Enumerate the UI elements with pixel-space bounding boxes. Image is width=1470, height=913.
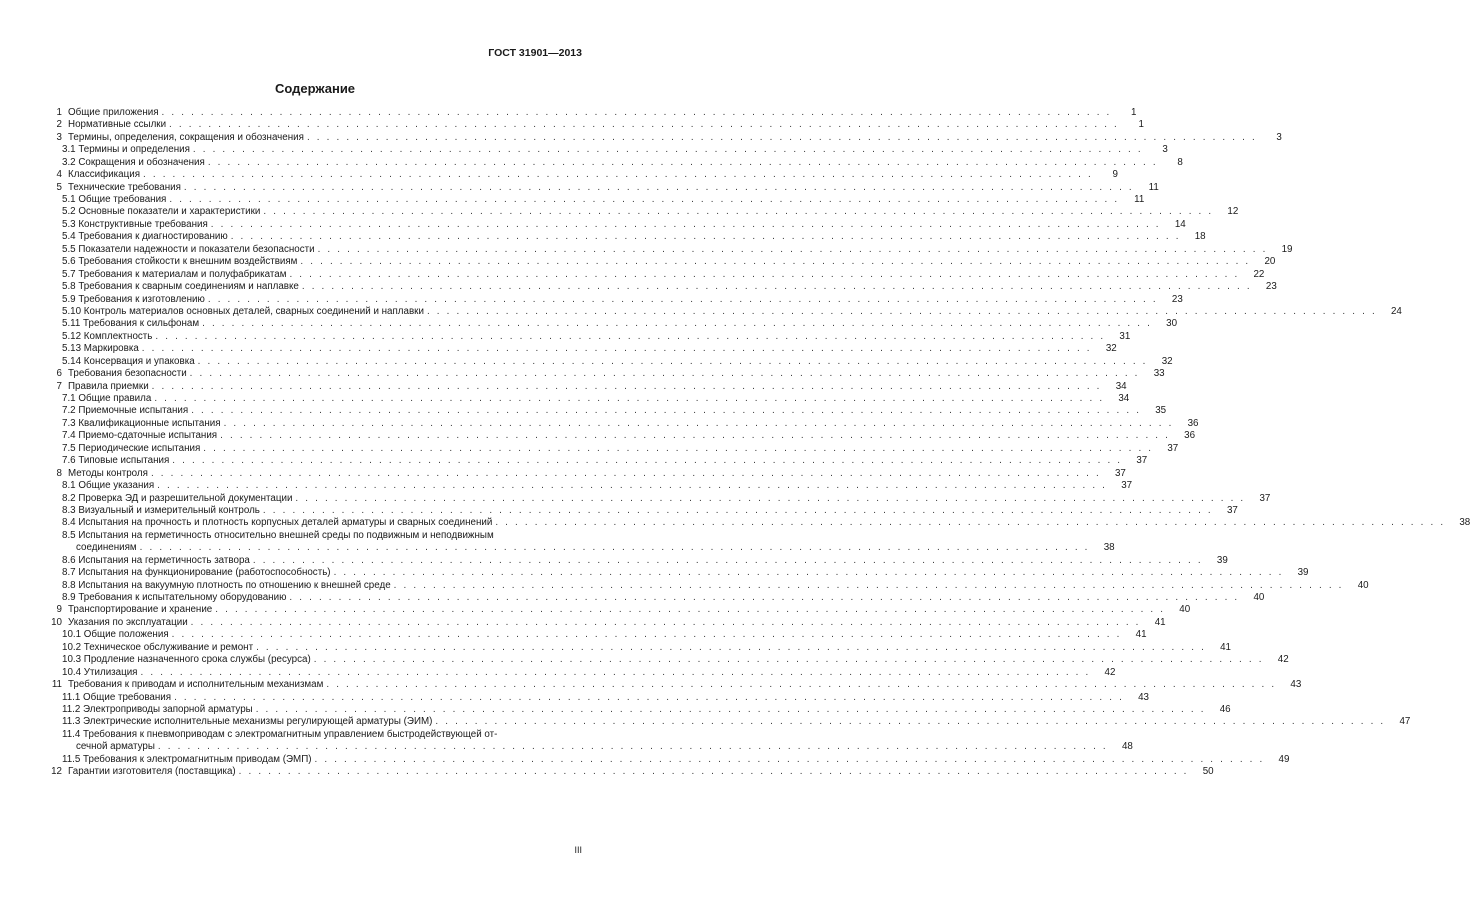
toc-entry[interactable] (48, 616, 1166, 629)
toc-entry[interactable] (48, 442, 1179, 455)
toc-entry[interactable] (48, 579, 1369, 592)
toc-entry[interactable] (48, 268, 1265, 281)
toc-entry-title: Термины, определения, сокращения и обозначения (68, 131, 304, 143)
dot-leader (202, 318, 1152, 330)
toc-entry[interactable] (48, 368, 1165, 380)
toc-entry[interactable] (48, 169, 1118, 181)
toc-entry[interactable] (48, 417, 1199, 430)
toc-entry-title: 7.6 Типовые испытания (62, 455, 170, 467)
toc-entry-number: 11 (51, 679, 62, 691)
toc-entry[interactable] (48, 703, 1231, 716)
toc-entry-title: 5.6 Требования стойкости к внешним воздействиям (62, 256, 298, 268)
dot-leader (231, 231, 1181, 243)
toc-entry[interactable] (48, 218, 1186, 231)
dot-leader (208, 157, 1158, 169)
toc-entry[interactable] (48, 728, 1133, 754)
dot-leader (154, 393, 1104, 405)
toc-entry-number: 8 (56, 467, 62, 479)
toc-entry[interactable] (48, 194, 1145, 206)
table-of-contents (48, 106, 1470, 779)
toc-entry[interactable] (48, 691, 1149, 704)
dot-leader (314, 654, 1264, 666)
page-title: Содержание (274, 81, 356, 96)
dot-leader (158, 741, 1108, 753)
dot-leader (172, 455, 1122, 467)
toc-entry-page: 24 (1390, 305, 1402, 317)
dot-leader (174, 692, 1124, 704)
toc-entry[interactable] (48, 231, 1206, 243)
toc-entry-number: 10 (51, 616, 62, 628)
toc-entry-page: 23 (1171, 293, 1183, 305)
dot-leader (435, 716, 1385, 728)
toc-entry-title: 11.3 Электрические исполнительные механизмы регулирующей арматуры (ЭИМ) (62, 716, 433, 728)
toc-entry[interactable] (48, 654, 1289, 666)
toc-entry-title: 8.6 Испытания на герметичность затвора (62, 554, 250, 566)
toc-entry-page: 37 (1136, 455, 1148, 467)
dot-leader (169, 119, 1119, 131)
dot-leader (142, 343, 1092, 355)
toc-entry-title: 8.8 Испытания на вакуумную плотность по отношению к внешней среде (62, 579, 391, 591)
dot-leader (224, 418, 1174, 430)
dot-leader (172, 629, 1122, 641)
toc-entry-page: 3 (1276, 131, 1282, 143)
toc-entry-page: 33 (1153, 368, 1165, 380)
toc-entry-title: 5.2 Основные показатели и характеристики (62, 206, 261, 218)
toc-entry-title: 8.7 Испытания на функционирование (работоспособность) (62, 567, 331, 579)
toc-entry-page: 35 (1155, 405, 1167, 417)
toc-entry-title: 7.4 Приемо-сдаточные испытания (62, 430, 218, 442)
toc-entry[interactable] (48, 256, 1276, 268)
dot-leader (151, 468, 1101, 480)
dot-leader (315, 754, 1265, 766)
toc-entry-page: 1 (1138, 119, 1144, 131)
dot-leader (302, 281, 1252, 293)
toc-entry[interactable] (48, 243, 1293, 256)
dot-leader (239, 766, 1189, 778)
toc-entry-page: 39 (1297, 567, 1309, 579)
toc-entry-page: 14 (1174, 218, 1186, 230)
toc-entry[interactable] (48, 131, 1282, 144)
toc-entry-page: 40 (1179, 604, 1191, 616)
toc-entry-title: Методы контроля (68, 467, 148, 479)
toc-entry-title: Нормативные ссылки (68, 119, 167, 131)
toc-entry[interactable] (48, 281, 1277, 293)
toc-entry-number: 1 (56, 106, 62, 118)
toc-entry-page: 34 (1115, 380, 1127, 392)
toc-entry-page: 40 (1357, 579, 1369, 591)
toc-entry[interactable] (48, 592, 1265, 604)
toc-entry-page: 43 (1290, 679, 1302, 691)
dot-leader (141, 667, 1091, 679)
toc-entry-title: Общие приложения (68, 106, 159, 118)
dot-leader (318, 244, 1268, 256)
toc-entry[interactable] (48, 355, 1173, 368)
toc-entry-page: 11 (1134, 194, 1145, 206)
toc-entry-page: 3 (1162, 144, 1168, 156)
toc-entry-title: 7.1 Общие правила (62, 393, 152, 405)
dot-leader (184, 182, 1134, 194)
toc-entry[interactable] (48, 567, 1309, 579)
toc-entry-title: 3.2 Сокращения и обозначения (62, 156, 205, 168)
dot-leader (256, 704, 1206, 716)
toc-entry[interactable] (48, 641, 1232, 654)
toc-entry[interactable] (48, 629, 1147, 641)
toc-entry[interactable] (48, 156, 1183, 169)
toc-entry-page: 19 (1281, 243, 1293, 255)
dot-leader (198, 356, 1148, 368)
dot-leader (215, 604, 1165, 616)
toc-entry[interactable] (48, 106, 1137, 119)
toc-entry-page: 8 (1177, 156, 1183, 168)
toc-entry-title: Требования безопасности (68, 368, 187, 380)
toc-entry-page: 31 (1119, 330, 1131, 342)
toc-entry-title: Указания по эксплуатации (68, 616, 188, 628)
toc-entry-title-continued: соединениям (76, 542, 137, 554)
toc-entry[interactable] (48, 666, 1116, 679)
toc-entry-page: 18 (1194, 231, 1206, 243)
toc-entry-title: 11.5 Требования к электромагнитным приводам (ЭМП) (62, 753, 312, 765)
toc-entry[interactable] (48, 119, 1144, 131)
dot-leader (394, 580, 1344, 592)
dot-leader (140, 542, 1090, 554)
toc-entry-title: 5.10 Контроль материалов основных деталей, сварных соединений и наплавки (62, 305, 424, 317)
toc-entry-page: 11 (1148, 181, 1159, 193)
toc-entry-title: 5.7 Требования к материалам и полуфабрикатам (62, 268, 287, 280)
toc-entry-title-continued: сечной арматуры (76, 741, 155, 753)
toc-entry-title: Технические требования (68, 181, 181, 193)
toc-entry-title: 7.2 Приемочные испытания (62, 405, 189, 417)
toc-entry-title: 11.1 Общие требования (62, 691, 172, 703)
toc-entry[interactable] (48, 181, 1159, 194)
toc-entry[interactable] (48, 504, 1238, 517)
toc-entry-page: 42 (1104, 666, 1116, 678)
toc-entry-page: 43 (1138, 691, 1149, 703)
toc-entry-title: 10.4 Утилизация (62, 666, 138, 678)
toc-entry-page: 41 (1154, 616, 1166, 628)
dot-leader (220, 430, 1170, 442)
dot-leader (256, 642, 1206, 654)
dot-leader (326, 679, 1276, 691)
toc-entry[interactable] (48, 604, 1191, 617)
toc-entry-title: 8.4 Испытания на прочность и плотность корпусных деталей арматуры и сварных соединений (62, 517, 493, 529)
toc-entry-title: Правила приемки (68, 380, 149, 392)
toc-entry[interactable] (48, 467, 1126, 480)
toc-entry-page: 42 (1277, 654, 1289, 666)
dot-leader (203, 443, 1153, 455)
toc-entry-number: 4 (56, 169, 62, 181)
toc-entry-number: 6 (56, 368, 62, 380)
dot-leader (289, 592, 1239, 604)
toc-entry-title: 8.3 Визуальный и измерительный контроль (62, 504, 260, 516)
toc-entry-title: 11.4 Требования к пневмоприводам с электромагнитным управлением быстродействующей от- (62, 728, 498, 740)
dot-leader (152, 381, 1102, 393)
dot-leader (334, 567, 1284, 579)
toc-entry[interactable] (48, 492, 1271, 505)
dot-leader (307, 132, 1257, 144)
toc-entry-title: 5.13 Маркировка (62, 343, 139, 355)
dot-leader (289, 269, 1239, 281)
toc-entry-page: 48 (1121, 741, 1133, 753)
dot-leader (169, 194, 1119, 206)
toc-entry-title: 8.1 Общие указания (62, 480, 155, 492)
toc-entry-page: 36 (1184, 430, 1196, 442)
toc-entry-page: 34 (1118, 393, 1130, 405)
dot-leader (193, 144, 1143, 156)
toc-entry-page: 23 (1265, 281, 1277, 293)
toc-entry-page: 32 (1161, 355, 1173, 367)
toc-entry-title: 10.2 Техническое обслуживание и ремонт (62, 641, 254, 653)
toc-entry-page: 41 (1220, 641, 1232, 653)
toc-entry-title: 5.9 Требования к изготовлению (62, 293, 205, 305)
toc-entry-page: 37 (1121, 480, 1133, 492)
toc-entry-page: 9 (1112, 169, 1118, 181)
toc-entry[interactable] (48, 144, 1168, 156)
toc-entry[interactable] (48, 529, 1115, 555)
toc-entry-title: Классификация (68, 169, 141, 181)
dot-leader (190, 368, 1140, 380)
toc-entry-page: 37 (1114, 467, 1126, 479)
toc-entry-page: 38 (1459, 517, 1470, 529)
toc-entry[interactable] (48, 517, 1470, 529)
toc-entry-title: 8.2 Проверка ЭД и разрешительной документации (62, 492, 293, 504)
toc-entry-title: 3.1 Термины и определения (62, 144, 190, 156)
toc-entry-title: 7.3 Квалификационные испытания (62, 417, 221, 429)
toc-entry-page: 38 (1103, 542, 1115, 554)
toc-entry[interactable] (48, 480, 1133, 492)
toc-entry-title: 10.1 Общие положения (62, 629, 169, 641)
toc-entry-number: 2 (56, 119, 62, 131)
toc-entry-title: 5.5 Показатели надежности и показатели безопасности (62, 243, 315, 255)
toc-entry-title: 5.12 Комплектность (62, 330, 153, 342)
dot-leader (263, 206, 1213, 218)
toc-entry-title: 10.3 Продление назначенного срока службы (ресурса) (62, 654, 311, 666)
toc-entry-page: 46 (1219, 703, 1231, 715)
dot-leader (162, 107, 1112, 119)
page-number: III (574, 845, 582, 855)
dot-leader (295, 493, 1245, 505)
dot-leader (263, 505, 1213, 517)
dot-leader (211, 219, 1161, 231)
toc-entry-title: Транспортирование и хранение (68, 604, 213, 616)
toc-entry-page: 40 (1253, 592, 1265, 604)
toc-entry-number: 7 (56, 380, 62, 392)
document-code: ГОСТ 31901—2013 (488, 47, 582, 59)
dot-leader (300, 256, 1250, 268)
toc-entry-title: 5.14 Консервация и упаковка (62, 355, 195, 367)
toc-entry-title: 8.5 Испытания на герметичность относительно внешней среды по подвижным и неподвижным (62, 529, 494, 541)
toc-entry-title: 5.3 Конструктивные требования (62, 218, 208, 230)
toc-entry-title: 5.8 Требования к сварным соединениям и наплавке (62, 281, 299, 293)
toc-entry-page: 47 (1399, 716, 1411, 728)
toc-entry[interactable] (48, 716, 1411, 728)
toc-entry-title: 5.4 Требования к диагностированию (62, 231, 228, 243)
toc-entry[interactable] (48, 293, 1183, 306)
toc-entry-page: 30 (1166, 318, 1178, 330)
dot-leader (253, 555, 1203, 567)
toc-entry-page: 37 (1259, 492, 1271, 504)
dot-leader (143, 169, 1093, 181)
toc-entry-page: 36 (1187, 417, 1199, 429)
toc-entry-title: 11.2 Электроприводы запорной арматуры (62, 703, 253, 715)
toc-entry[interactable] (48, 330, 1131, 343)
toc-entry-number: 9 (56, 604, 62, 616)
toc-entry-title: 7.5 Периодические испытания (62, 442, 201, 454)
toc-entry-title: 5.1 Общие требования (62, 194, 167, 206)
toc-entry-page: 50 (1202, 766, 1214, 778)
toc-entry-page: 1 (1131, 106, 1137, 118)
toc-entry-number: 3 (56, 131, 62, 143)
toc-entry-title: Требования к приводам и исполнительным механизмам (68, 679, 324, 691)
dot-leader (155, 331, 1105, 343)
toc-entry-title: 5.11 Требования к сильфонам (62, 318, 200, 330)
dot-leader (208, 294, 1158, 306)
toc-entry[interactable] (48, 679, 1302, 691)
toc-entry[interactable] (48, 393, 1130, 405)
toc-entry-number: 5 (56, 181, 62, 193)
toc-entry-title: 8.9 Требования к испытательному оборудованию (62, 592, 287, 604)
toc-entry[interactable] (48, 554, 1228, 567)
toc-entry[interactable] (48, 318, 1178, 330)
toc-entry-number: 12 (51, 766, 62, 778)
toc-entry-title: Гарантии изготовителя (поставщика) (68, 766, 236, 778)
toc-entry-page: 37 (1226, 504, 1238, 516)
dot-leader (495, 517, 1445, 529)
toc-entry-page: 49 (1278, 753, 1290, 765)
toc-entry-page: 22 (1253, 268, 1265, 280)
toc-entry-page: 32 (1105, 343, 1117, 355)
toc-entry[interactable] (48, 305, 1402, 318)
toc-entry-page: 20 (1264, 256, 1276, 268)
dot-leader (157, 480, 1107, 492)
toc-entry[interactable] (48, 753, 1290, 766)
toc-entry[interactable] (48, 405, 1167, 418)
toc-entry-page: 12 (1227, 206, 1239, 218)
dot-leader (427, 306, 1377, 318)
toc-entry[interactable] (48, 766, 1214, 778)
toc-entry[interactable] (48, 455, 1148, 467)
toc-entry[interactable] (48, 430, 1196, 442)
toc-entry[interactable] (48, 380, 1127, 393)
toc-entry-page: 41 (1135, 629, 1147, 641)
toc-entry[interactable] (48, 343, 1117, 355)
toc-entry-page: 37 (1167, 442, 1179, 454)
dot-leader (191, 405, 1141, 417)
dot-leader (191, 617, 1141, 629)
toc-entry-page: 39 (1216, 554, 1228, 566)
toc-entry[interactable] (48, 206, 1239, 219)
